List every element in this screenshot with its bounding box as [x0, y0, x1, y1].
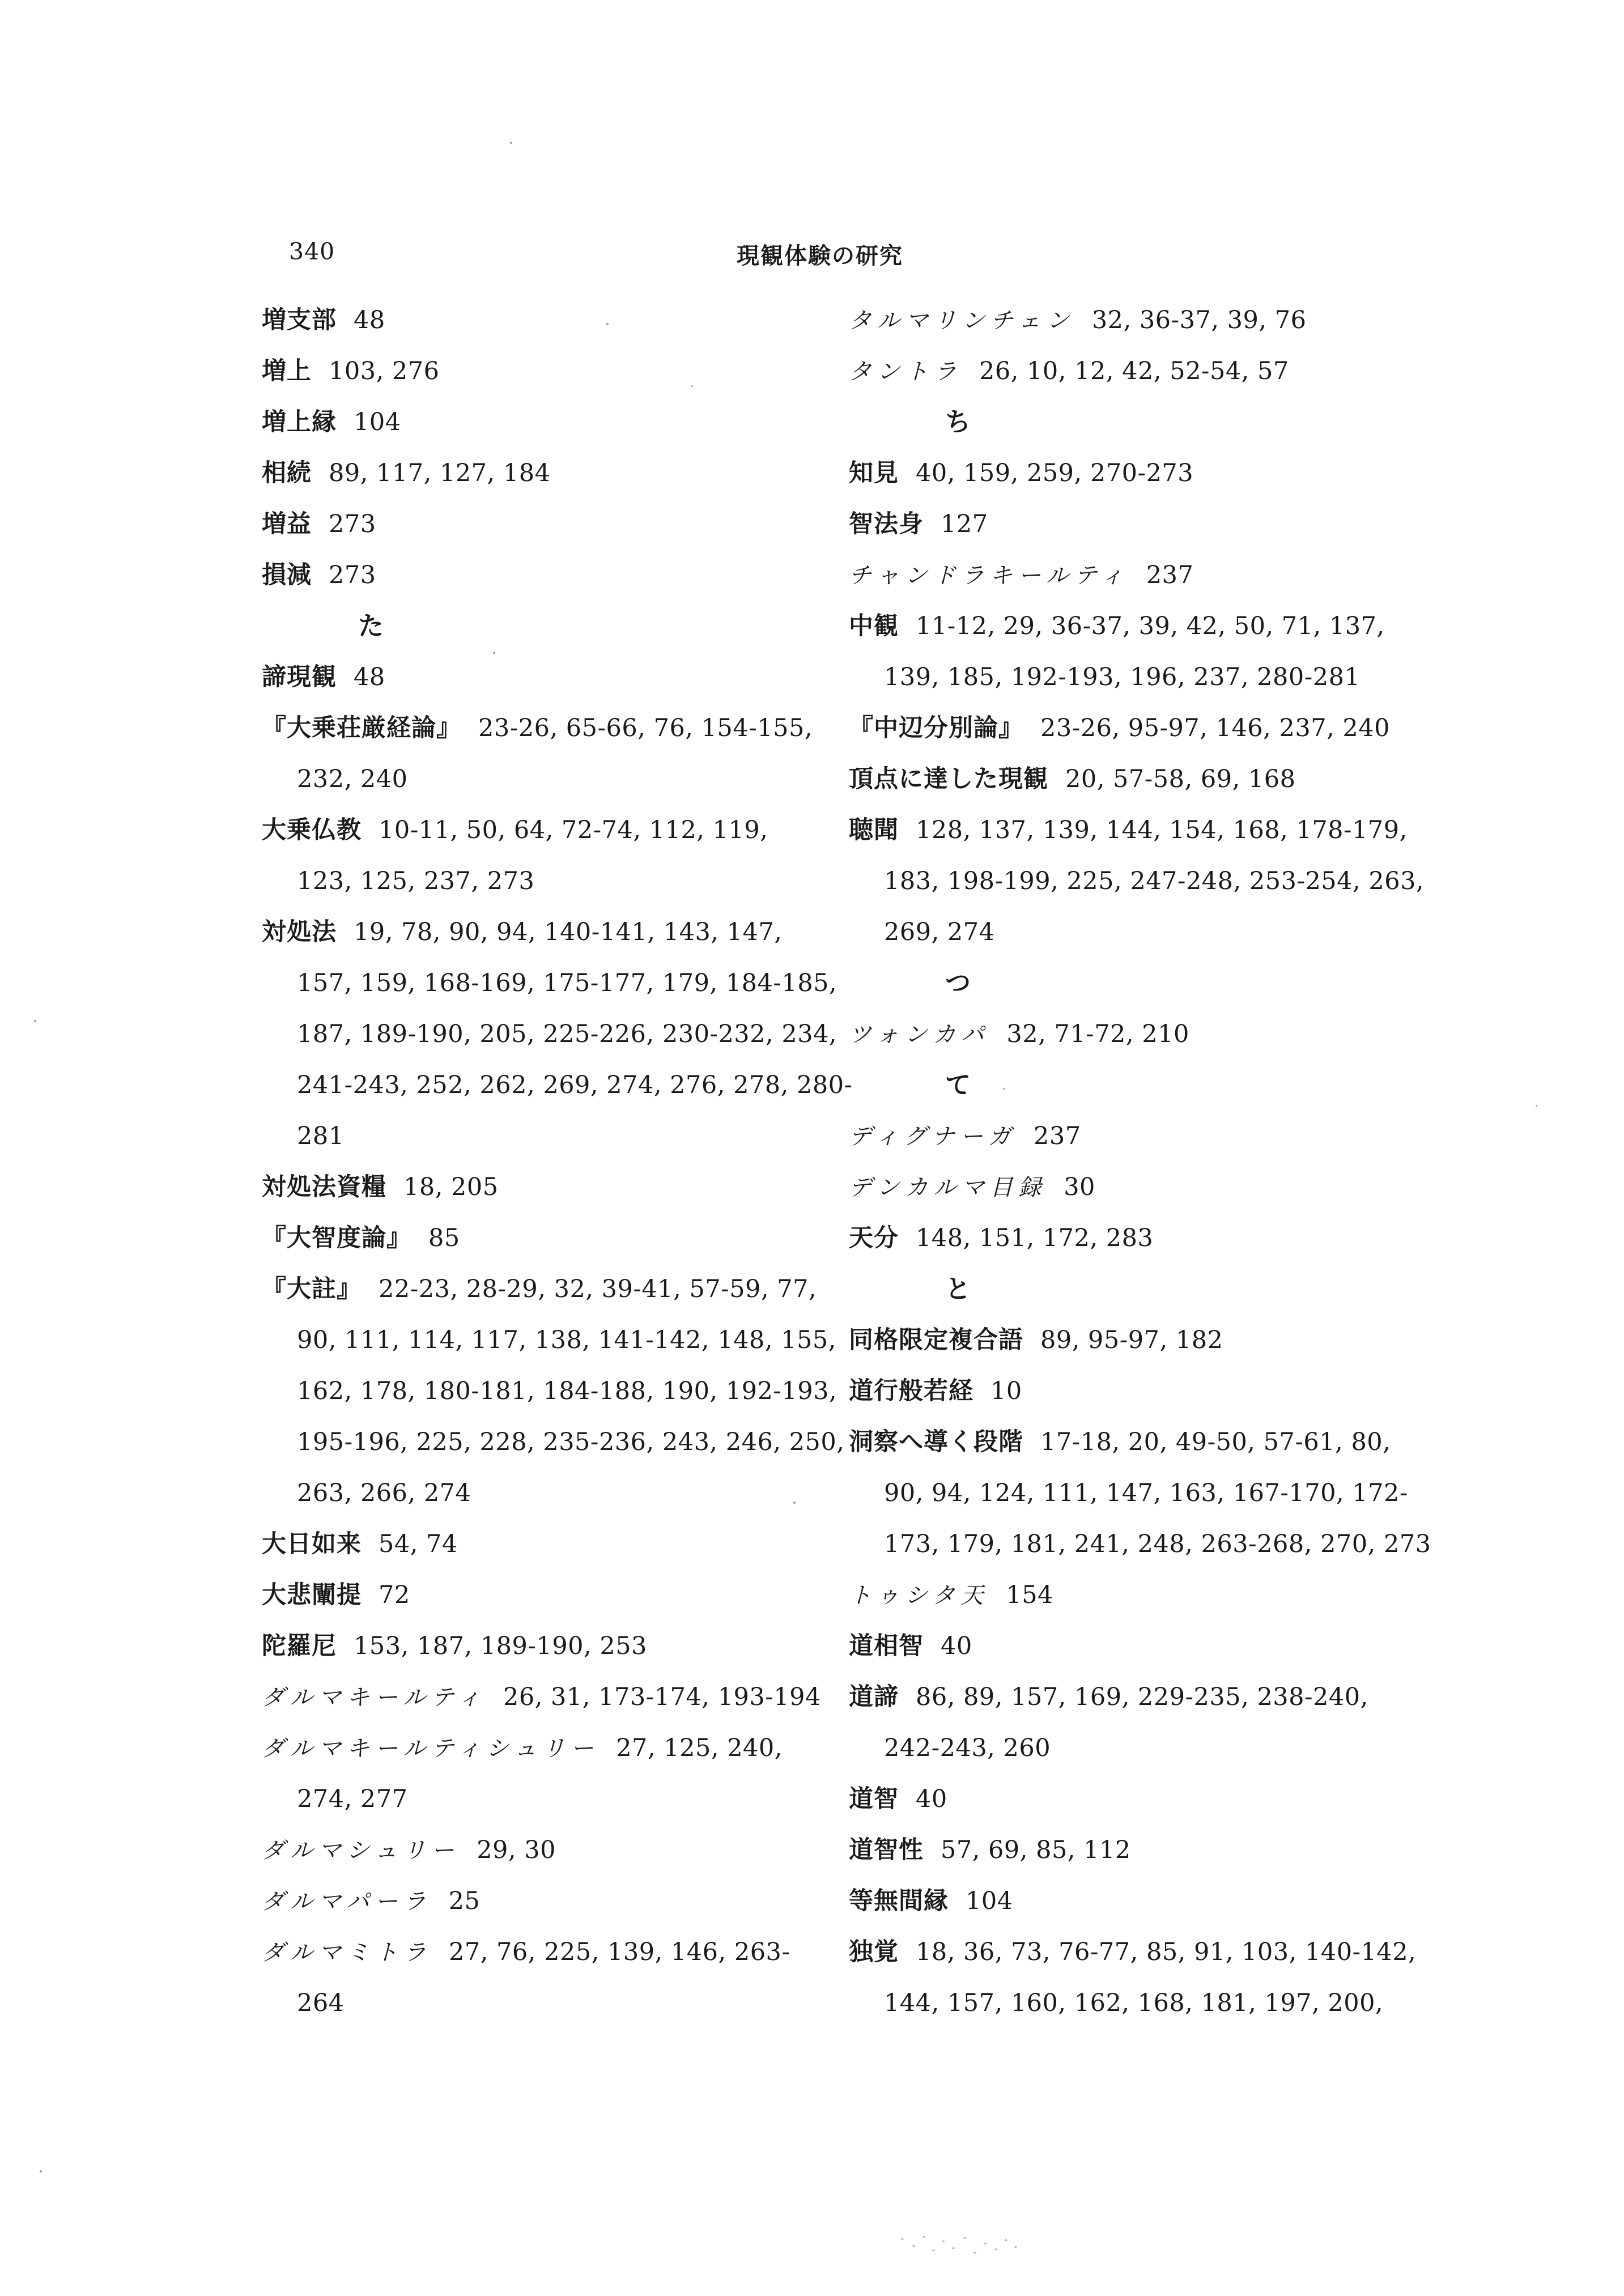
index-term: 『中辺分別論』: [849, 714, 1023, 742]
index-term: 道智: [849, 1785, 899, 1813]
index-term: ダルマミトラ: [262, 1940, 432, 1966]
index-page-numbers: 237: [1146, 561, 1194, 589]
index-entry: [262, 1570, 828, 1621]
index-continuation-line: [849, 1519, 1431, 1570]
index-continuation-line: [262, 1060, 853, 1111]
index-term: 『大智度論』: [262, 1224, 411, 1252]
index-continuation-line: [262, 1774, 828, 1825]
index-entry: [849, 1927, 1415, 1978]
index-entry: [849, 1162, 1415, 1213]
index-entry: [262, 397, 828, 448]
index-term: 増上: [262, 357, 312, 385]
index-term: 『大乗荘厳経論』: [262, 714, 461, 742]
index-entry: [262, 448, 828, 499]
index-page-numbers: 269, 274: [884, 918, 995, 946]
index-page-numbers: 26, 10, 12, 42, 52-54, 57: [979, 357, 1289, 385]
index-entry: [262, 346, 828, 397]
index-page-numbers: 232, 240: [297, 765, 408, 793]
index-term: 道諦: [849, 1683, 899, 1711]
index-continuation-line: [262, 1468, 828, 1519]
index-entry: [849, 448, 1415, 499]
index-section-heading: と: [945, 1274, 971, 1304]
index-entry: [262, 499, 828, 550]
index-page-numbers: 32, 71-72, 210: [1006, 1020, 1189, 1048]
index-term: 損減: [262, 561, 312, 589]
index-entry: [849, 1570, 1415, 1621]
index-page-numbers: 144, 157, 160, 162, 168, 181, 197, 200,: [884, 1989, 1384, 2017]
index-entry: [849, 550, 1415, 601]
index-term: 等無間縁: [849, 1887, 949, 1915]
index-entry: [262, 1927, 828, 1978]
index-entry: [849, 1111, 1415, 1162]
index-page-numbers: 17-18, 20, 49-50, 57-61, 80,: [1040, 1428, 1391, 1456]
index-entry: [262, 1264, 828, 1315]
index-continuation-line: [262, 1009, 837, 1060]
page-number: 340: [289, 238, 335, 265]
index-page-numbers: 11-12, 29, 36-37, 39, 42, 50, 71, 137,: [916, 612, 1385, 640]
index-page-numbers: 195-196, 225, 228, 235-236, 243, 246, 250,: [297, 1428, 845, 1456]
index-entry: [262, 295, 828, 346]
scan-speck: [493, 652, 495, 654]
index-page-numbers: 18, 36, 73, 76-77, 85, 91, 103, 140-142,: [916, 1938, 1417, 1966]
index-page-numbers: 157, 159, 168-169, 175-177, 179, 184-185,: [297, 969, 837, 997]
index-term: 聴聞: [849, 816, 899, 844]
index-continuation-line: [849, 907, 1415, 958]
index-entry: [849, 1672, 1415, 1723]
index-term: ダルマパーラ: [262, 1889, 432, 1915]
index-page-numbers: 30: [1064, 1173, 1095, 1201]
index-term: 増上縁: [262, 408, 337, 436]
index-page-numbers: 18, 205: [403, 1173, 499, 1201]
index-entry: [849, 1774, 1415, 1825]
index-entry: [849, 703, 1415, 754]
index-page-numbers: 40: [916, 1785, 947, 1813]
index-page-numbers: 241-243, 252, 262, 269, 274, 276, 278, 280-: [297, 1071, 853, 1099]
index-page-numbers: 90, 111, 114, 117, 138, 141-142, 148, 155,: [297, 1326, 836, 1354]
index-continuation-line: [262, 1417, 845, 1468]
index-entry: [849, 295, 1415, 346]
index-page-numbers: 123, 125, 237, 273: [297, 867, 535, 895]
index-entry: [262, 1723, 828, 1774]
index-term: 増支部: [262, 306, 337, 334]
index-page-numbers: 127: [941, 510, 988, 538]
index-page-numbers: 10: [990, 1377, 1022, 1405]
index-page-numbers: 274, 277: [297, 1785, 408, 1813]
index-page-numbers: 154: [1006, 1581, 1053, 1609]
index-column-left: [262, 295, 853, 2029]
index-term: ダルマシュリー: [262, 1838, 460, 1864]
index-section-heading: ち: [945, 407, 971, 437]
index-page-numbers: 263, 266, 274: [297, 1479, 471, 1507]
index-page-numbers: 57, 69, 85, 112: [941, 1836, 1131, 1864]
index-page-numbers: 10-11, 50, 64, 72-74, 112, 119,: [379, 816, 768, 844]
index-page-numbers: 173, 179, 181, 241, 248, 263-268, 270, 273: [884, 1530, 1431, 1558]
index-entry: [262, 1621, 828, 1672]
index-page-numbers: 104: [966, 1887, 1013, 1915]
index-term: 中観: [849, 612, 899, 640]
index-page-numbers: 27, 125, 240,: [616, 1734, 783, 1762]
index-page-numbers: 242-243, 260: [884, 1734, 1051, 1762]
page-header: [0, 0, 1624, 295]
index-continuation-line: [849, 856, 1425, 907]
index-entry: [262, 652, 828, 703]
index-page-numbers: 162, 178, 180-181, 184-188, 190, 192-193,: [297, 1377, 837, 1405]
index-term: トゥシタ天: [849, 1583, 989, 1609]
index-entry: [262, 1825, 828, 1876]
index-term: 陀羅尼: [262, 1632, 337, 1660]
index-continuation-line: [849, 1723, 1415, 1774]
scan-speck: [606, 323, 609, 325]
index-term: タントラ: [849, 359, 962, 385]
scan-speck: [34, 1020, 36, 1022]
index-page-numbers: 237: [1034, 1122, 1081, 1150]
index-page-numbers: 89, 117, 127, 184: [329, 459, 551, 487]
index-term: ディグナーガ: [849, 1124, 1017, 1150]
index-term: 大乗仏教: [262, 816, 362, 844]
index-page-numbers: 85: [428, 1224, 460, 1252]
index-page-numbers: 273: [329, 510, 376, 538]
index-page-numbers: 90, 94, 124, 111, 147, 163, 167-170, 172-: [884, 1479, 1408, 1507]
index-page-numbers: 29, 30: [477, 1836, 556, 1864]
index-page-numbers: 128, 137, 139, 144, 154, 168, 178-179,: [916, 816, 1408, 844]
index-continuation-line: [849, 1978, 1415, 2029]
scan-speck: [510, 142, 512, 144]
index-page-numbers: 40: [941, 1632, 972, 1660]
index-term: 大日如来: [262, 1530, 362, 1558]
index-page-numbers: 48: [354, 663, 385, 691]
index-page-numbers: 104: [354, 408, 401, 436]
index-term: 洞察へ導く段階: [849, 1428, 1023, 1456]
scan-speck: [691, 385, 693, 387]
index-term: 『大註』: [262, 1275, 362, 1303]
index-entry: [849, 1366, 1415, 1417]
index-term: 対処法: [262, 918, 337, 946]
index-term: 諦現観: [262, 663, 337, 691]
index-entry: [262, 1162, 828, 1213]
index-term: 道行般若経: [849, 1377, 973, 1405]
index-entry: [849, 1825, 1415, 1876]
index-page-numbers: 20, 57-58, 69, 168: [1065, 765, 1296, 793]
index-term: 知見: [849, 459, 899, 487]
index-page-numbers: 32, 36-37, 39, 76: [1091, 306, 1307, 334]
index-continuation-line: [262, 754, 828, 805]
index-column-right: [849, 295, 1431, 2029]
index-continuation-line: [849, 652, 1415, 703]
index-entry: [849, 1621, 1415, 1672]
index-entry: [849, 346, 1415, 397]
index-entry: [849, 499, 1415, 550]
index-term: ダルマキールティ: [262, 1685, 486, 1711]
index-term: 対処法資糧: [262, 1173, 386, 1201]
scan-speck: [793, 1502, 796, 1504]
index-term: チャンドラキールティ: [849, 563, 1129, 589]
index-term: ツォンカパ: [849, 1022, 990, 1048]
index-entry: [849, 601, 1415, 652]
index-page-numbers: 148, 151, 172, 283: [916, 1224, 1154, 1252]
index-term: 頂点に達した現観: [849, 765, 1048, 793]
index-term: ダルマキールティシュリー: [262, 1736, 600, 1762]
index-term: 天分: [849, 1224, 899, 1252]
index-page-numbers: 89, 95-97, 182: [1040, 1326, 1223, 1354]
index-entry: [849, 1417, 1415, 1468]
index-continuation-line: [262, 1366, 837, 1417]
index-entry: [262, 1213, 828, 1264]
scan-speck: [1536, 1105, 1537, 1107]
index-page-numbers: 19, 78, 90, 94, 140-141, 143, 147,: [354, 918, 783, 946]
scan-smudge: [901, 2233, 1020, 2261]
index-term: 独覚: [849, 1938, 899, 1966]
index-entry: [849, 1876, 1415, 1927]
index-continuation-line: [262, 958, 837, 1009]
index-page-numbers: 86, 89, 157, 169, 229-235, 238-240,: [916, 1683, 1368, 1711]
index-entry: [849, 754, 1415, 805]
index-page-numbers: 187, 189-190, 205, 225-226, 230-232, 234,: [297, 1020, 837, 1048]
index-continuation-line: [849, 1468, 1415, 1519]
index-entry: [262, 1519, 828, 1570]
index-page-numbers: 27, 76, 225, 139, 146, 263-: [449, 1938, 790, 1966]
index-entry: [262, 703, 828, 754]
index-term: デンカルマ目録: [849, 1175, 1047, 1201]
index-entry: [262, 907, 828, 958]
index-page-numbers: 23-26, 95-97, 146, 237, 240: [1040, 714, 1390, 742]
index-continuation-line: [262, 856, 828, 907]
index-continuation-line: [262, 1315, 836, 1366]
index-term: 相続: [262, 459, 312, 487]
index-section-heading: て: [945, 1070, 971, 1100]
index-term: 増益: [262, 510, 312, 538]
index-entry: [849, 1009, 1415, 1060]
index-page-numbers: 23-26, 65-66, 76, 154-155,: [478, 714, 813, 742]
index-term: 道相智: [849, 1632, 924, 1660]
index-entry: [262, 1672, 828, 1723]
index-entry: [849, 1315, 1415, 1366]
index-page-numbers: 103, 276: [329, 357, 440, 385]
index-term: 道智性: [849, 1836, 924, 1864]
scan-speck: [1003, 1088, 1005, 1090]
index-term: 智法身: [849, 510, 924, 538]
index-page-numbers: 72: [379, 1581, 410, 1609]
index-entry: [262, 550, 828, 601]
index-page-numbers: 281: [297, 1122, 345, 1150]
index-page-numbers: 153, 187, 189-190, 253: [354, 1632, 647, 1660]
index-page-numbers: 54, 74: [379, 1530, 458, 1558]
index-page-numbers: 25: [448, 1887, 481, 1915]
index-entry: [849, 1213, 1415, 1264]
index-section-heading: た: [358, 611, 384, 641]
running-title: 現観体験の研究: [737, 243, 903, 269]
index-page-numbers: 22-23, 28-29, 32, 39-41, 57-59, 77,: [379, 1275, 817, 1303]
index-page-numbers: 26, 31, 173-174, 193-194: [503, 1683, 821, 1711]
index-page-numbers: 264: [297, 1989, 345, 2017]
index-term: 大悲闡提: [262, 1581, 362, 1609]
index-page-numbers: 183, 198-199, 225, 247-248, 253-254, 263,: [884, 867, 1425, 895]
index-entry: [262, 805, 828, 856]
index-page-numbers: 40, 159, 259, 270-273: [916, 459, 1194, 487]
index-term: 同格限定複合語: [849, 1326, 1023, 1354]
index-entry: [262, 1876, 828, 1927]
index-term: タルマリンチェン: [849, 308, 1075, 334]
index-continuation-line: [262, 1111, 828, 1162]
index-page-numbers: 139, 185, 192-193, 196, 237, 280-281: [884, 663, 1361, 691]
index-page-numbers: 48: [354, 306, 385, 334]
index-continuation-line: [262, 1978, 828, 2029]
index-page-numbers: 273: [329, 561, 376, 589]
index-entry: [849, 805, 1415, 856]
index-section-heading: つ: [945, 968, 971, 998]
scan-speck: [40, 2170, 42, 2172]
